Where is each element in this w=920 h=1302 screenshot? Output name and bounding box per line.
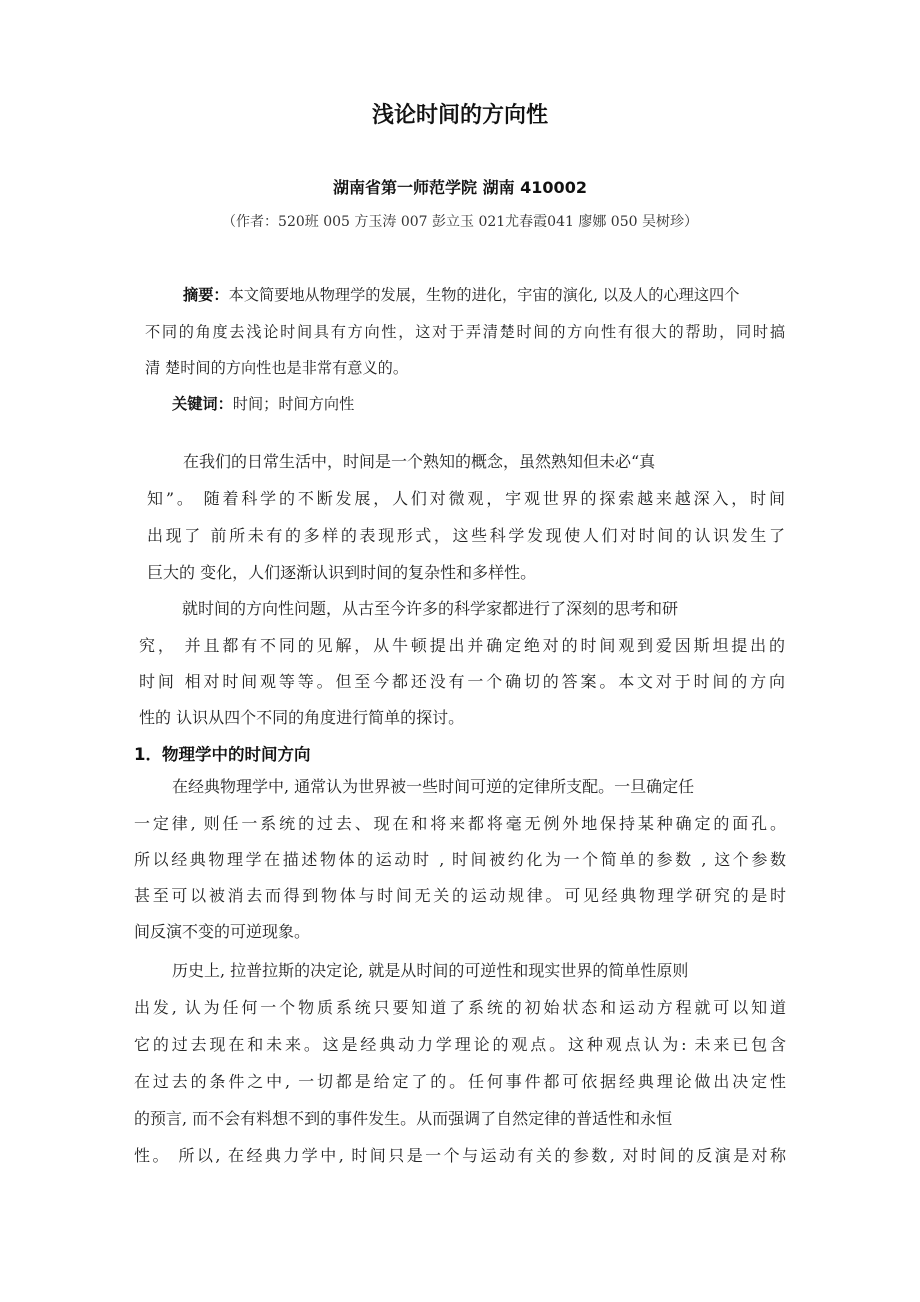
abstract-line: 清 楚时间的方向性也是非常有意义的。: [145, 359, 409, 377]
paragraph-line: 出现了 前所未有的多样的表现形式，这些科学发现使人们对时间的认识发生了: [147, 526, 785, 545]
paragraph-line: 甚至可以被消去而得到物体与时间无关的运动规律。可见经典物理学研究的是时: [134, 886, 786, 905]
keywords-label: 关键词：: [172, 395, 233, 413]
paragraph-line: 就时间的方向性问题，从古至今许多的科学家都进行了深刻的思考和研: [182, 599, 679, 618]
abstract-line: 不同的角度去浅论时间具有方向性，这对于弄清楚时间的方向性有很大的帮助，同时搞: [145, 323, 785, 341]
paper-title: 浅论时间的方向性: [371, 103, 548, 128]
paragraph-line: 在我们的日常生活中，时间是一个熟知的概念，虽然熟知但未必“真: [183, 452, 656, 471]
paragraph-line: 性。 所以, 在经典力学中, 时间只是一个与运动有关的参数, 对时间的反演是对称: [134, 1146, 786, 1165]
paragraph-line: 性的 认识从四个不同的角度进行简单的探讨。: [139, 708, 465, 727]
paragraph-line: 历史上, 拉普拉斯的决定论, 就是从时间的可逆性和现实世界的简单性原则: [172, 961, 689, 980]
authors-line: （作者：520班 005 方玉涛 007 彭立玉 021尤春霞041 廖娜 050 吴树珍）: [222, 214, 698, 230]
paragraph-line: 在经典物理学中, 通常认为世界被一些时间可逆的定律所支配。一旦确定任: [172, 777, 695, 796]
affiliation: 湖南省第一师范学院 湖南 410002: [333, 178, 587, 197]
keywords-value: 时间；时间方向性: [232, 395, 355, 413]
abstract-label: 摘要：: [183, 286, 229, 304]
paragraph-line: 在过去的条件之中, 一切都是给定了的。任何事件都可依据经典理论做出决定性: [134, 1072, 786, 1091]
paragraph-line: 知”。 随着科学的不断发展，人们对微观，宇观世界的探索越来越深入，时间: [147, 489, 785, 508]
paragraph-line: 的预言, 而不会有料想不到的事件发生。从而强调了自然定律的普适性和永恒: [134, 1109, 673, 1128]
paragraph-line: 出发, 认为任何一个物质系统只要知道了系统的初始状态和运动方程就可以知道: [134, 998, 786, 1017]
abstract-line: 摘要：本文简要地从物理学的发展，生物的进化，宇宙的演化, 以及人的心理这四个: [183, 286, 740, 304]
keywords: [172, 394, 354, 414]
paragraph-line: 巨大的 变化，人们逐渐认识到时间的复杂性和多样性。: [147, 563, 537, 582]
paragraph-line: 它的过去现在和未来。这是经典动力学理论的观点。这种观点认为: 未来已包含: [134, 1035, 786, 1054]
paragraph-line: 间反演不变的可逆现象。: [134, 922, 311, 941]
paragraph-line: 一定律, 则任一系统的过去、现在和将来都将毫无例外地保持某种确定的面孔。: [134, 814, 786, 833]
section-heading: 1．物理学中的时间方向: [134, 745, 311, 764]
paragraph-line: 究， 并且都有不同的见解，从牛顿提出并确定绝对的时间观到爱因斯坦提出的: [139, 636, 785, 655]
paragraph-line: 时间 相对时间观等等。但至今都还没有一个确切的答案。本文对于时间的方向: [139, 672, 785, 691]
paragraph-line: 所以经典物理学在描述物体的运动时 , 时间被约化为一个简单的参数 , 这个参数: [134, 850, 786, 869]
